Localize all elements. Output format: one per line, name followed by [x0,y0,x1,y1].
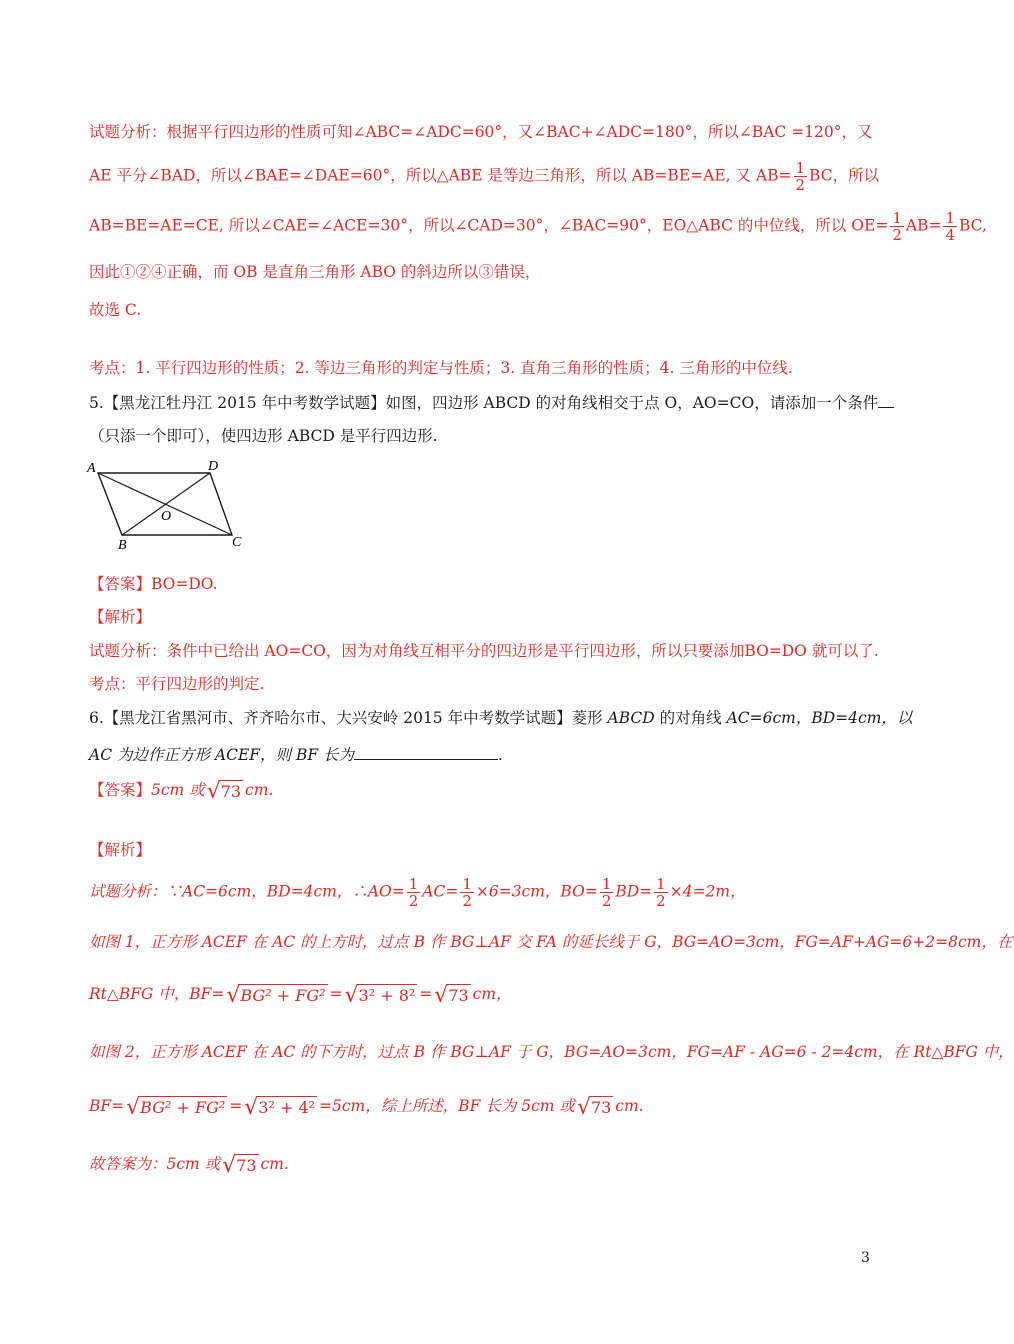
diagonal-bd [122,473,210,535]
analysis-line [89,876,746,909]
text: cm. [245,781,274,799]
text: BC, [958,216,987,235]
sqrt-expression: √ 3² + 4² [244,1095,316,1120]
text: . [498,746,503,764]
analysis-line [89,160,879,193]
text: AB=BE=AE=CE, 所以∠CAE=∠ACE=30°，所以∠CAD=30°，∠BAC=90°，EO△ABC 的中位线，所以 OE= [89,216,889,235]
text: 的对角线 [654,709,727,727]
text: AE 平分∠BAD，所以∠BAE=∠DAE=60°，所以△ABE 是等边三角形，所以 AB=BE=AE, 又 AB= [89,166,792,185]
fraction: $\frac{1}{2}$ [408,875,419,910]
analysis-line: 故选 C. [89,301,142,319]
text: ABCD [607,709,655,727]
analysis-line: 试题分析：条件中已给出 AO=CO，因为对角线互相平分的四边形是平行四边形，所以只要添加BO=DO 就可以了. [89,642,879,660]
text: AC 为边作正方形 ACEF，则 BF 长为 [89,746,355,764]
text: BF= [89,1097,125,1115]
text: 5cm 或 [151,781,205,799]
text: Rt△BFG 中，BF= [89,985,225,1003]
label-c: C [232,535,242,550]
analysis-line: 试题分析：根据平行四边形的性质可知∠ABC=∠ADC=60°，又∠BAC+∠ADC=180°，所以∠BAC =120°，又 [89,123,873,141]
sqrt-expression: √ BG² + FG² [126,1095,226,1120]
analysis-line [89,210,987,243]
label-d: D [208,459,219,474]
answer-blank [354,745,498,760]
text: ×4=2m， [669,882,746,901]
question-6-line [89,745,503,765]
kaodian-line: 考点：平行四边形的判定. [89,675,265,693]
analysis-line [89,984,512,1006]
text: 6.【黑龙江省黑河市、齐齐哈尔市、大兴安岭 2015 年中考数学试题】菱形 [89,709,608,727]
sqrt-expression: √ 3² + 8² [344,983,416,1008]
text: AB= [905,216,942,235]
text: cm. [260,1155,289,1173]
text: 试题分析：∵AC=6cm，BD=4cm，∴AO= [89,882,405,901]
text: BD= [615,882,653,901]
parallelogram-figure [84,458,254,553]
jiexi-line: 【解析】 [89,608,152,626]
text: cm. [615,1097,644,1115]
fraction: $\frac{1}{2}$ [462,875,472,910]
page-number: 3 [861,1250,870,1266]
sqrt-expression: √ 73 [206,779,242,804]
analysis-line: 如图 2，正方形 ACEF 在 AC 的下方时，过点 B 作 BG⊥AF 于 G，BG=AO=3cm，FG=AF - AG=6 - 2=4cm，在 Rt△BFG 中， [89,1043,1014,1061]
jiexi-line: 【解析】 [89,841,152,859]
sqrt-expression: √ 73 [576,1095,612,1120]
text: 【答案】 [89,781,152,799]
answer-blank [878,393,894,408]
analysis-line: 如图 1，正方形 ACEF 在 AC 的上方时，过点 B 作 BG⊥AF 交 FA 的延长线于 G，BG=AO=3cm，FG=AF+AG=6+2=8cm，在 [89,933,1013,951]
text: AC= [422,882,459,901]
text: ×6=3cm，BO= [475,882,598,901]
text: AC=6cm，BD=4cm，以 [726,709,913,727]
label-b: B [118,538,127,553]
fraction: $\frac{1}{2}$ [795,159,806,194]
fraction: $\frac{1}{2}$ [601,875,612,910]
question-5-line [89,393,894,413]
answer-line: 【答案】BO=DO. [89,575,218,593]
text: cm， [472,985,512,1003]
final-answer-line [89,1154,289,1176]
text: =5cm，综上所述，BF 长为 5cm 或 [319,1097,575,1115]
answer-line [89,780,273,802]
text: 5.【黑龙江牡丹江 2015 年中考数学试题】如图，四边形 ABCD 的对角线相交于点 O，AO=CO，请添加一个条件 [89,394,879,412]
fraction: $\frac{1}{2}$ [892,209,902,244]
kaodian-line: 考点：1. 平行四边形的性质；2. 等边三角形的判定与性质；3. 直角三角形的性质；4. 三角形的中位线. [89,359,793,377]
fraction: $\frac{1}{4}$ [945,209,955,244]
question-5-line: （只添一个即可），使四边形 ABCD 是平行四边形. [89,427,438,445]
text: = [329,985,343,1003]
analysis-line [89,1096,644,1118]
label-a: A [87,461,96,476]
text: 故答案为：5cm 或 [89,1155,221,1173]
question-6-line [89,708,912,728]
sqrt-expression: √ BG² + FG² [226,983,326,1008]
sqrt-expression: √ 73 [434,983,469,1008]
analysis-line: 因此①②④正确，而 OB 是直角三角形 ABO 的斜边所以③错误， [89,263,541,281]
text: = [419,985,433,1003]
text: BC，所以 [809,166,880,185]
text: = [229,1097,243,1115]
sqrt-expression: √ 73 [222,1153,257,1178]
label-o: O [161,509,172,524]
fraction: $\frac{1}{2}$ [656,875,666,910]
